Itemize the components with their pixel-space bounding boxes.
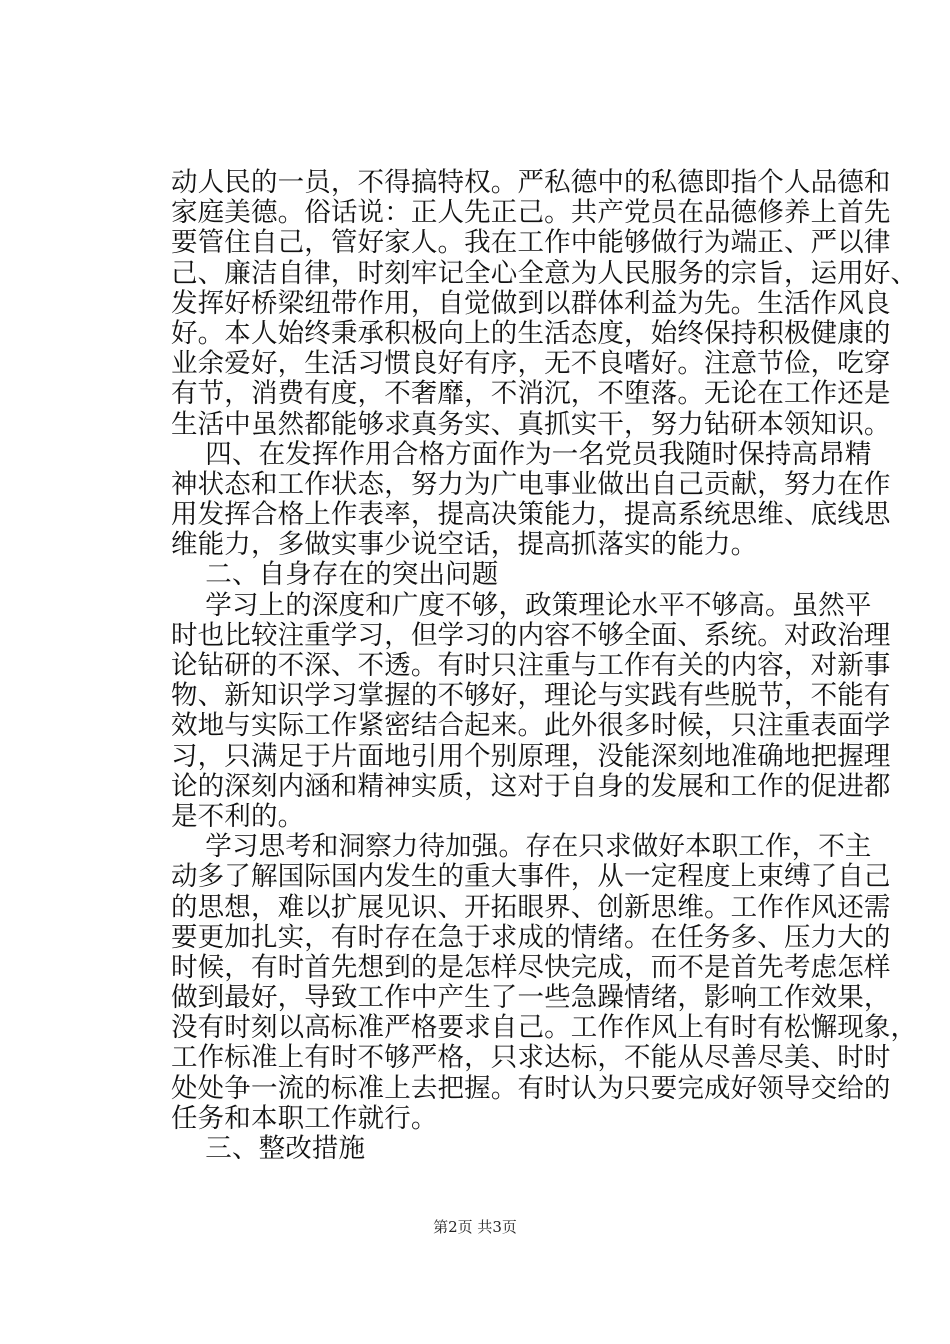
text-line: 处处争一流的标准上去把握。有时认为只要完成好领导交给的 [171,1072,891,1104]
page-number-footer: 第2页 共3页 [433,1218,517,1236]
text-line: 没有时刻以高标准严格要求自己。工作作风上有时有松懈现象， [171,1012,918,1044]
text-line: 习，只满足于片面地引用个别原理，没能深刻地准确地把握理 [171,740,891,772]
text-line: 动多了解国际国内发生的重大事件，从一定程度上束缚了自己 [171,861,891,893]
text-line: 神状态和工作状态，努力为广电事业做出自己贡献，努力在作 [171,468,891,500]
text-line: 二、自身存在的突出问题 [171,559,499,591]
text-line: 是不利的。 [171,800,305,832]
text-line: 学习思考和洞察力待加强。存在只求做好本职工作，不主 [171,831,872,863]
text-line: 物、新知识学习掌握的不够好，理论与实践有些脱节，不能有 [171,680,891,712]
text-line: 生活中虽然都能够求真务实、真抓实干，努力钻研本领知识。 [171,408,891,440]
text-line: 做到最好，导致工作中产生了一些急躁情绪，影响工作效果， [171,982,891,1014]
text-line: 四、在发挥作用合格方面作为一名党员我随时保持高昂精 [171,438,872,470]
text-line: 好。本人始终秉承积极向上的生活态度，始终保持积极健康的 [171,317,891,349]
text-line: 有节，消费有度，不奢靡，不消沉，不堕落。无论在工作还是 [171,378,891,410]
text-line: 论钻研的不深、不透。有时只注重与工作有关的内容，对新事 [171,650,891,681]
text-line: 工作标准上有时不够严格，只求达标，不能从尽善尽美、时时 [171,1042,891,1074]
text-line: 时候，有时首先想到的是怎样尽快完成，而不是首先考虑怎样 [171,951,891,983]
text-line: 任务和本职工作就行。 [171,1102,438,1134]
text-line: 学习上的深度和广度不够，政策理论水平不够高。虽然平 [171,589,872,621]
text-line: 维能力，多做实事少说空话，提高抓落实的能力。 [171,529,758,561]
text-line: 用发挥合格上作表率，提高决策能力，提高系统思维、底线思 [171,499,891,531]
text-line: 效地与实际工作紧密结合起来。此外很多时候，只注重表面学 [171,710,891,742]
text-line: 要管住自己，管好家人。我在工作中能够做行为端正、严以律 [171,227,891,259]
text-line: 业余爱好，生活习惯良好有序，无不良嗜好。注意节俭，吃穿 [171,348,891,380]
text-line: 家庭美德。俗话说：正人先正己。共产党员在品德修养上首先 [171,197,891,229]
text-line: 发挥好桥梁纽带作用，自觉做到以群体利益为先。生活作风良 [171,287,891,319]
text-line: 要更加扎实，有时存在急于求成的情绪。在任务多、压力大的 [171,921,891,953]
text-line: 的思想，难以扩展见识、开拓眼界、创新思维。工作作风还需 [171,891,891,923]
text-line: 动人民的一员，不得搞特权。严私德中的私德即指个人品德和 [171,167,891,198]
document-body [171,167,918,1164]
text-line: 论的深刻内涵和精神实质，这对于自身的发展和工作的促进都 [171,770,891,802]
text-line: 三、整改措施 [171,1133,366,1164]
text-line: 己、廉洁自律，时刻牢记全心全意为人民服务的宗旨，运用好、 [171,257,918,289]
text-line: 时也比较注重学习，但学习的内容不够全面、系统。对政治理 [171,619,891,651]
